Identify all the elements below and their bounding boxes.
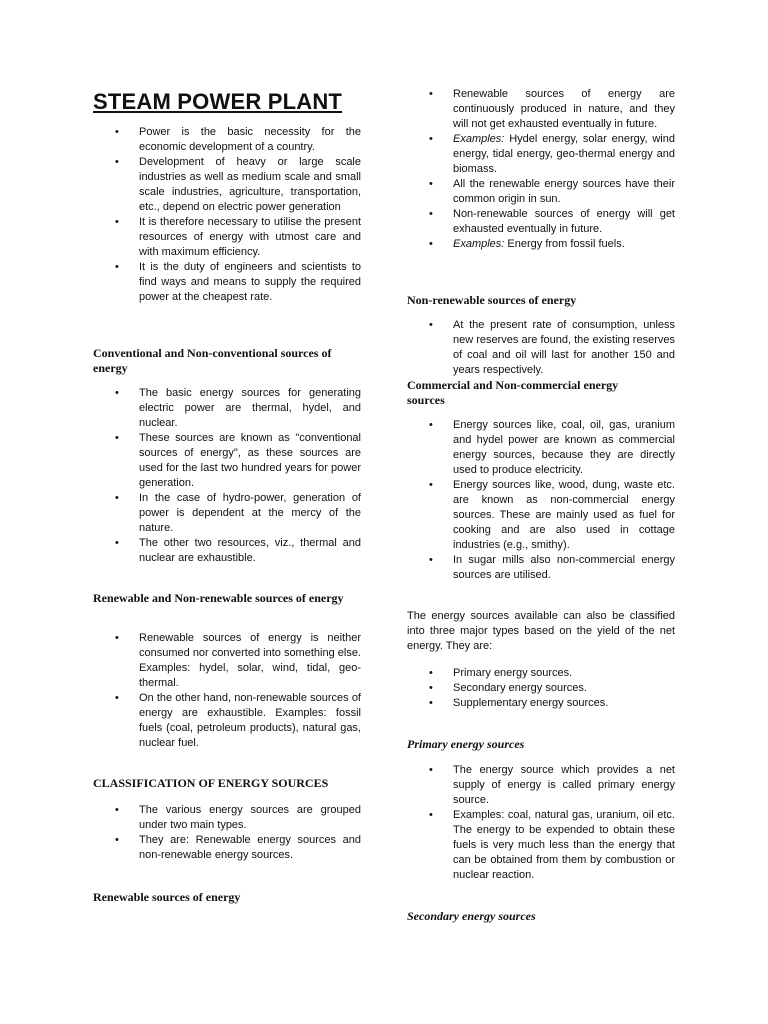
energy-types-list (407, 666, 675, 711)
examples-text: Hydel energy, solar energy, wind energy, tidal energy, geo-thermal energy and biomass. (453, 133, 675, 175)
list-item: • The basic energy sources for generating electric power are thermal, hydel, and nuclear. (93, 386, 361, 431)
classification-list (93, 803, 361, 863)
list-item: • It is therefore necessary to utilise the present resources of energy with utmost care and with maximum efficiency. (93, 215, 361, 260)
intro-list (93, 125, 361, 305)
list-item: • Examples: coal, natural gas, uranium, oil etc. The energy to be expended to obtain these fuels is very much less than the energy that can be obtained from them by combustion or nuclear reaction. (407, 808, 675, 883)
section-heading-conventional: Conventional and Non-conventional sources of energy (93, 346, 332, 375)
list-item: • Energy sources like, coal, oil, gas, uranium and hydel power are known as commercial energy sources, because they are directly used to produce electricity. (407, 418, 675, 478)
primary-list (407, 763, 675, 883)
list-item: • Non-renewable sources of energy will get exhausted eventually in future. (407, 207, 675, 237)
list-item: • It is the duty of engineers and scientists to find ways and means to supply the required power at the cheapest rate. (93, 260, 361, 305)
list-item: • Secondary energy sources. (407, 681, 675, 696)
list-item: • They are: Renewable energy sources and non-renewable energy sources. (93, 833, 361, 863)
nonrenewable-list (407, 318, 675, 378)
section-heading-renewable-nonrenewable: Renewable and Non-renewable sources of energy (93, 591, 344, 605)
list-item: • Development of heavy or large scale industries as well as medium scale and small scale industries, agriculture, transportation, etc., depend on electric power generation (93, 155, 361, 215)
list-item: • Power is the basic necessity for the economic development of a country. (93, 125, 361, 155)
list-item: • Energy sources like, wood, dung, waste etc. are known as non-commercial energy sources. These are mainly used as fuel for cooking and are also used in cottage industries (e.g., smithy). (407, 478, 675, 553)
list-item: • Supplementary energy sources. (407, 696, 675, 711)
classification-paragraph: The energy sources available can also be classified into three major types based on the yield of the net energy. They are: (407, 610, 675, 652)
list-item: • In the case of hydro-power, generation of power is dependent at the mercy of the nature. (93, 491, 361, 536)
list-item: • On the other hand, non-renewable sources of energy are exhaustible. Examples: fossil fuels (coal, petroleum products), natural gas, nuclear fuel. (93, 691, 361, 751)
renewable-list (93, 631, 361, 751)
list-item: • The energy source which provides a net supply of energy is called primary energy source. (407, 763, 675, 808)
list-item: • At the present rate of consumption, unless new reserves are found, the existing reserves of coal and oil will last for another 150 and years respectively. (407, 318, 675, 378)
section-heading-primary: Primary energy sources (407, 737, 525, 751)
list-item: • In sugar mills also non-commercial energy sources are utilised. (407, 553, 675, 583)
examples-text: Energy from fossil fuels. (504, 238, 625, 250)
list-item: • Renewable sources of energy is neither consumed nor converted into something else. Examples: hydel, solar, wind, tidal, geo-thermal. (93, 631, 361, 691)
list-item (407, 237, 675, 252)
commercial-list (407, 418, 675, 583)
list-item: • Primary energy sources. (407, 666, 675, 681)
conventional-list (93, 386, 361, 566)
list-item: • The various energy sources are grouped under two main types. (93, 803, 361, 833)
list-item (407, 132, 675, 177)
section-heading-secondary: Secondary energy sources (407, 909, 536, 923)
examples-label: Examples: (453, 238, 505, 250)
list-item: • Renewable sources of energy are continuously produced in nature, and they will not get exhausted eventually in future. (407, 87, 675, 132)
section-heading-nonrenewable: Non-renewable sources of energy (407, 293, 577, 307)
list-item: • The other two resources, viz., thermal and nuclear are exhaustible. (93, 536, 361, 566)
page-title: STEAM POWER PLANT (93, 89, 343, 114)
section-heading-renewable-sources: Renewable sources of energy (93, 890, 241, 904)
list-item: • All the renewable energy sources have their common origin in sun. (407, 177, 675, 207)
examples-label: Examples: (453, 133, 505, 145)
section-heading-commercial: Commercial and Non-commercial energy sources (407, 378, 619, 407)
renewable-details-list (407, 87, 675, 252)
section-heading-classification: CLASSIFICATION OF ENERGY SOURCES (93, 776, 329, 790)
list-item: • These sources are known as "conventional sources of energy", as these sources are used for the last two hundred years for power generation. (93, 431, 361, 491)
